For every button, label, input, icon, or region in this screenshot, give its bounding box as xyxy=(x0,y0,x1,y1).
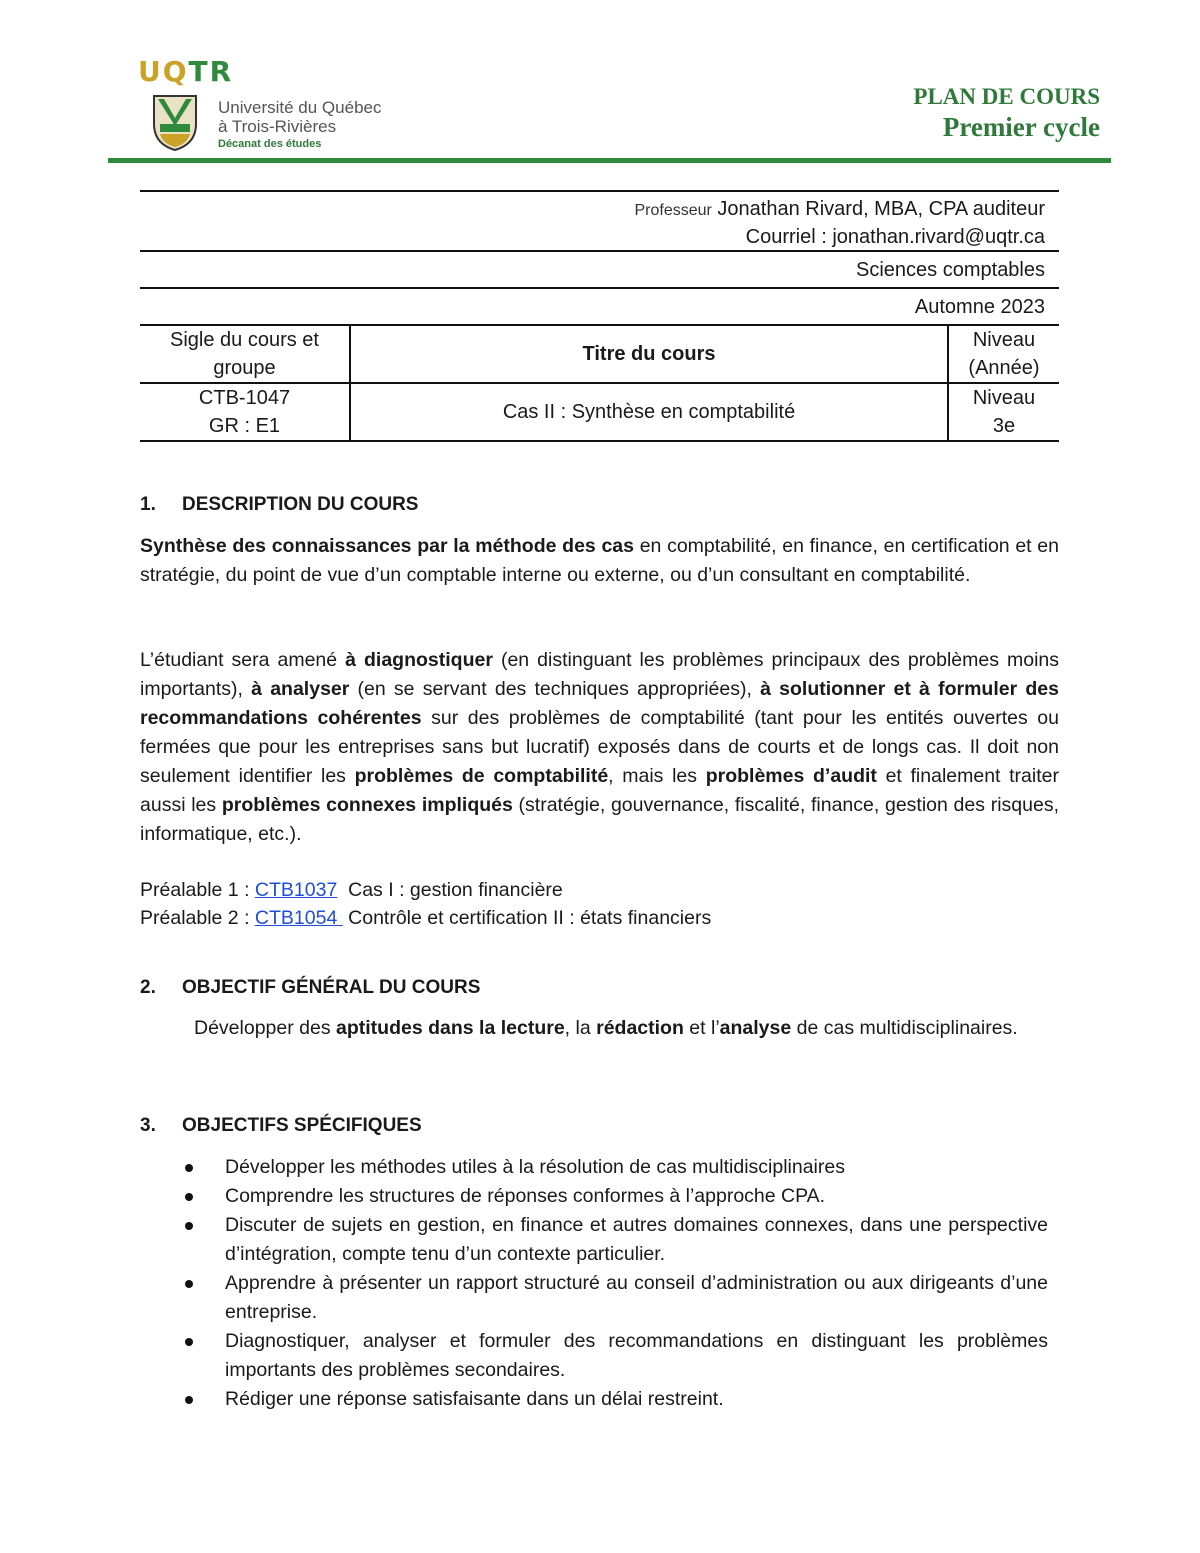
p2-d: à analyser xyxy=(251,678,350,700)
header-sigle-line-2: groupe xyxy=(213,357,276,379)
deanship-label: Décanat des études xyxy=(218,138,322,150)
general-objective xyxy=(194,1014,1059,1043)
info-rule-3 xyxy=(140,287,1059,289)
prereq-1-text: Cas I : gestion financière xyxy=(337,879,563,901)
list-item xyxy=(183,1182,1048,1211)
section-2-number: 2. xyxy=(140,977,156,998)
crest-icon xyxy=(152,94,198,152)
specific-objectives-list xyxy=(183,1153,1048,1414)
obj-f: analyse xyxy=(719,1017,792,1039)
list-item xyxy=(183,1211,1048,1269)
course-table-header xyxy=(140,325,1059,383)
course-code: CTB-1047 xyxy=(198,387,291,409)
p2-a: L’étudiant sera amené xyxy=(140,649,346,671)
objective-text: Rédiger une réponse satisfaisante dans un délai restreint. xyxy=(225,1388,724,1410)
obj-b: aptitudes dans la lecture xyxy=(336,1017,565,1039)
p2-h: problèmes de comptabilité xyxy=(354,765,609,787)
logo-wordmark xyxy=(138,55,234,88)
prereq-2-label: Préalable 2 : xyxy=(140,907,255,929)
plan-title-block xyxy=(913,84,1100,144)
professor-name: Jonathan Rivard, MBA, CPA auditeur xyxy=(717,198,1045,220)
description-paragraph-2 xyxy=(140,646,1059,849)
bullet-icon xyxy=(185,1193,193,1201)
header-level-line-2: (Année) xyxy=(968,357,1040,379)
p2-c: (en distinguant les problèmes principaux des problèmes moins importants), xyxy=(140,649,1060,700)
p2-b: à diagnostiquer xyxy=(345,649,493,671)
session: Automne 2023 xyxy=(914,296,1045,318)
university-name xyxy=(218,98,381,136)
university-line-1: Université du Québec xyxy=(218,98,382,117)
p2-m: (stratégie, gouvernance, fiscalité, finance, gestion des risques, informatique, etc.). xyxy=(140,794,1059,845)
list-item xyxy=(183,1153,1048,1182)
prereq-2-text: Contrôle et certification II : états financiers xyxy=(342,907,712,929)
p2-j: problèmes d’audit xyxy=(705,765,877,787)
bullet-icon xyxy=(185,1164,193,1172)
course-title: Cas II : Synthèse en comptabilité xyxy=(350,383,948,441)
p2-k: et finalement traiter aussi les xyxy=(140,765,1059,816)
p2-l: problèmes connexes impliqués xyxy=(221,794,513,816)
bullet-icon xyxy=(185,1280,193,1288)
course-code-cell xyxy=(140,383,350,441)
section-3-number: 3. xyxy=(140,1115,156,1136)
objective-text: Comprendre les structures de réponses conformes à l’approche CPA. xyxy=(225,1185,826,1207)
prerequisite-2 xyxy=(140,904,711,932)
obj-g: de cas multidisciplinaires. xyxy=(791,1017,1018,1039)
list-item xyxy=(183,1327,1048,1385)
header-sigle xyxy=(140,325,350,383)
bullet-icon xyxy=(185,1338,193,1346)
section-2-title: OBJECTIF GÉNÉRAL DU COURS xyxy=(182,977,481,998)
section-1-heading xyxy=(140,491,418,519)
obj-c: , la xyxy=(564,1017,597,1039)
objective-text: Discuter de sujets en gestion, en finance et autres domaines connexes, dans une perspective d’intégration, compte tenu d’un contexte particulier. xyxy=(225,1214,1048,1265)
bullet-icon xyxy=(185,1396,193,1404)
email-line: Courriel : jonathan.rivard@uqtr.ca xyxy=(745,226,1045,248)
section-3-heading xyxy=(140,1112,422,1140)
header-divider xyxy=(108,158,1111,163)
uqtr-logo xyxy=(138,55,438,158)
section-3-title: OBJECTIFS SPÉCIFIQUES xyxy=(182,1115,422,1136)
obj-e: et l’ xyxy=(683,1017,720,1039)
p2-f: à solutionner et à formuler des recommandations cohérentes xyxy=(140,678,1059,729)
obj-a: Développer des xyxy=(194,1017,337,1039)
obj-d: rédaction xyxy=(596,1017,684,1039)
p2-e: (en se servant des techniques appropriées), xyxy=(349,678,761,700)
info-rule-2 xyxy=(140,250,1059,252)
bullet-icon xyxy=(185,1222,193,1230)
list-item xyxy=(183,1385,1048,1414)
course-level-line-2: 3e xyxy=(992,415,1016,437)
plan-title: PLAN DE COURS xyxy=(913,84,1100,109)
course-level-line-1: Niveau xyxy=(972,387,1036,409)
professor-line xyxy=(634,195,1045,225)
header-title: Titre du cours xyxy=(350,325,948,383)
university-line-2: à Trois-Rivières xyxy=(218,117,337,136)
professor-label: Professeur xyxy=(634,202,712,219)
logo-wordmark-gold: UQ xyxy=(138,55,189,88)
course-level-cell xyxy=(948,383,1059,441)
description-rest: en comptabilité, en finance, en certification et en stratégie, du point de vue d’un comptable interne ou externe, ou d’un consultant en comptabilité. xyxy=(140,535,1059,586)
course-group: GR : E1 xyxy=(208,415,281,437)
section-1-title: DESCRIPTION DU COURS xyxy=(182,494,419,515)
prerequisite-1 xyxy=(140,876,563,904)
description-bold: Synthèse des connaissances par la méthode des cas xyxy=(140,535,634,557)
prereq-2-link[interactable]: CTB1054 xyxy=(254,907,343,929)
info-rule-top xyxy=(140,190,1059,192)
department: Sciences comptables xyxy=(856,259,1045,281)
description-paragraph-1 xyxy=(140,532,1059,590)
prereq-1-label: Préalable 1 : xyxy=(140,879,255,901)
prereq-1-link[interactable]: CTB1037 xyxy=(254,879,338,901)
header-level-line-1: Niveau xyxy=(972,329,1036,351)
objective-text: Diagnostiquer, analyser et formuler des recommandations en distinguant les problèmes importants des problèmes secondaires. xyxy=(225,1330,1048,1381)
logo-wordmark-green: TR xyxy=(188,55,234,88)
header-sigle-line-1: Sigle du cours et xyxy=(170,329,319,351)
p2-i: , mais les xyxy=(608,765,706,787)
section-2-heading xyxy=(140,974,480,1002)
p2-g: sur des problèmes de comptabilité (tant pour les entités ouvertes ou fermées que pour les entreprises sans but lucratif) exposés dans de courts et de longs cas. Il doit non seulement identifier les xyxy=(140,707,1059,787)
course-table xyxy=(140,324,1059,442)
list-item xyxy=(183,1269,1048,1327)
cycle-label: Premier cycle xyxy=(942,112,1100,142)
objective-text: Apprendre à présenter un rapport structuré au conseil d’administration ou aux dirigeants d’une entreprise. xyxy=(225,1272,1048,1323)
header-level xyxy=(948,325,1059,383)
section-1-number: 1. xyxy=(140,494,156,515)
objective-text: Développer les méthodes utiles à la résolution de cas multidisciplinaires xyxy=(225,1156,845,1178)
course-table-row xyxy=(140,383,1059,441)
